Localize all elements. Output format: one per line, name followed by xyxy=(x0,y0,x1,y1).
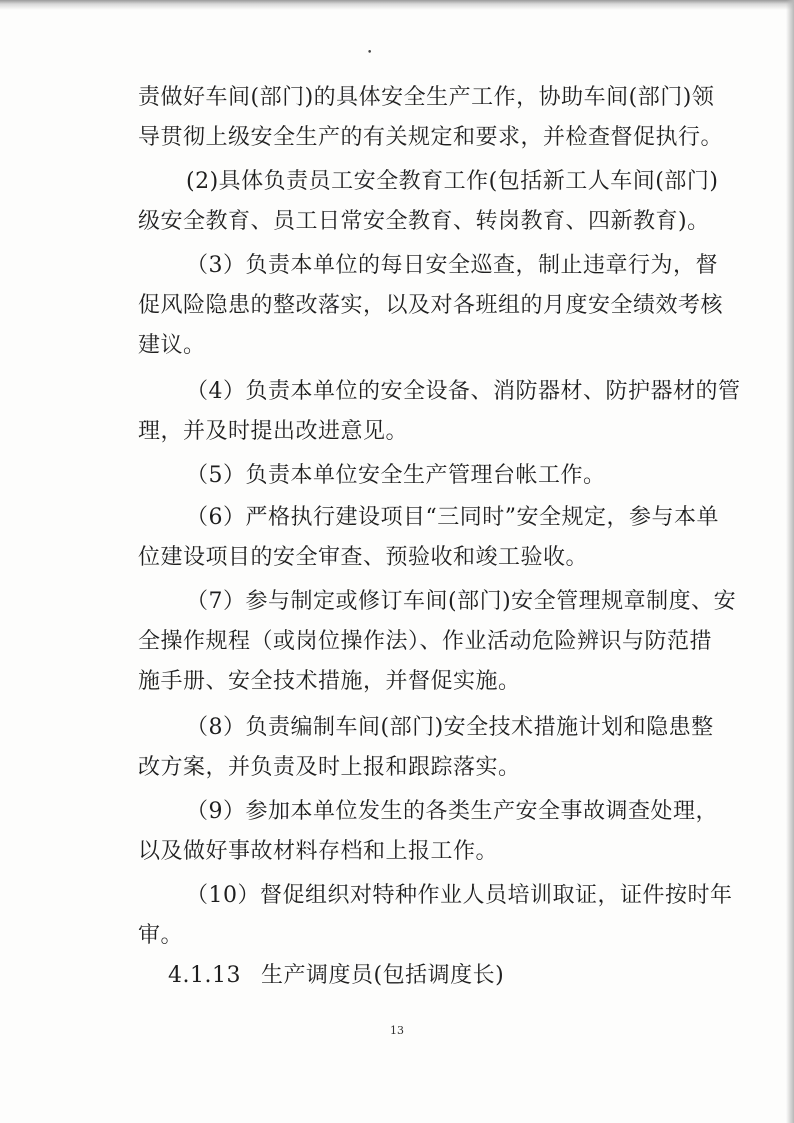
paragraph-line: 级安全教育、员工日常安全教育、转岗教育、四新教育)。 xyxy=(138,209,710,234)
section-title: 生产调度员(包括调度长) xyxy=(260,963,505,988)
paragraph-line: 改方案，并负责及时上报和跟踪落实。 xyxy=(138,755,521,780)
paragraph-6 xyxy=(138,498,719,578)
paragraph-line: （8）负责编制车间(部门)安全技术措施计划和隐患整 xyxy=(186,715,714,740)
paragraph-line: 建议。 xyxy=(138,333,206,358)
page-number: 13 xyxy=(390,1024,404,1037)
scan-right-edge xyxy=(786,0,794,1123)
paragraph-line: 审。 xyxy=(138,923,184,948)
paragraph-7 xyxy=(138,582,737,702)
scan-top-edge xyxy=(0,0,794,10)
paragraph-line: (2)具体负责员工安全教育工作(包括新工人车间(部门) xyxy=(186,169,719,194)
paragraph-line: 位建设项目的安全审查、预验收和竣工验收。 xyxy=(138,545,589,570)
paragraph-line: 理，并及时提出改进意见。 xyxy=(138,419,409,444)
paragraph-line: （5）负责本单位安全生产管理台帐工作。 xyxy=(186,463,606,488)
paragraph-line: （7）参与制定或修订车间(部门)安全管理规章制度、安 xyxy=(186,589,737,614)
paragraph-line: 施手册、安全技术措施，并督促实施。 xyxy=(138,669,521,694)
paragraph-5 xyxy=(138,456,678,496)
paragraph-9 xyxy=(138,792,718,872)
paragraph-line: 以及做好事故材料存档和上报工作。 xyxy=(138,839,499,864)
paragraph-line: 导贯彻上级安全生产的有关规定和要求，并检查督促执行。 xyxy=(138,125,724,150)
paragraph-4 xyxy=(138,372,741,452)
paragraph-line: 责做好车间(部门)的具体安全生产工作，协助车间(部门)领 xyxy=(138,85,715,110)
section-heading xyxy=(168,960,504,992)
paragraph-2 xyxy=(138,162,719,242)
paragraph-line: （3）负责本单位的每日安全巡查，制止违章行为，督 xyxy=(186,253,718,278)
paragraph-line: （6）严格执行建设项目“三同时”安全规定，参与本单 xyxy=(186,505,719,530)
paragraph-8 xyxy=(138,708,714,788)
paragraph-3 xyxy=(138,246,724,366)
section-number: 4.1.13 xyxy=(168,963,241,988)
paragraph-line: （4）负责本单位的安全设备、消防器材、防护器材的管 xyxy=(186,379,741,404)
scan-speck: • xyxy=(367,48,373,58)
paragraph-line: 全操作规程（或岗位操作法）、作业活动危险辨识与防范措 xyxy=(138,629,713,654)
paragraph-line: 促风险隐患的整改落实，以及对各班组的月度安全绩效考核 xyxy=(138,293,724,318)
paragraph-1 xyxy=(138,78,724,158)
paragraph-line: （9）参加本单位发生的各类生产安全事故调查处理， xyxy=(186,799,718,824)
paragraph-line: （10）督促组织对特种作业人员培训取证，证件按时年 xyxy=(186,883,733,908)
paragraph-10 xyxy=(138,876,733,956)
